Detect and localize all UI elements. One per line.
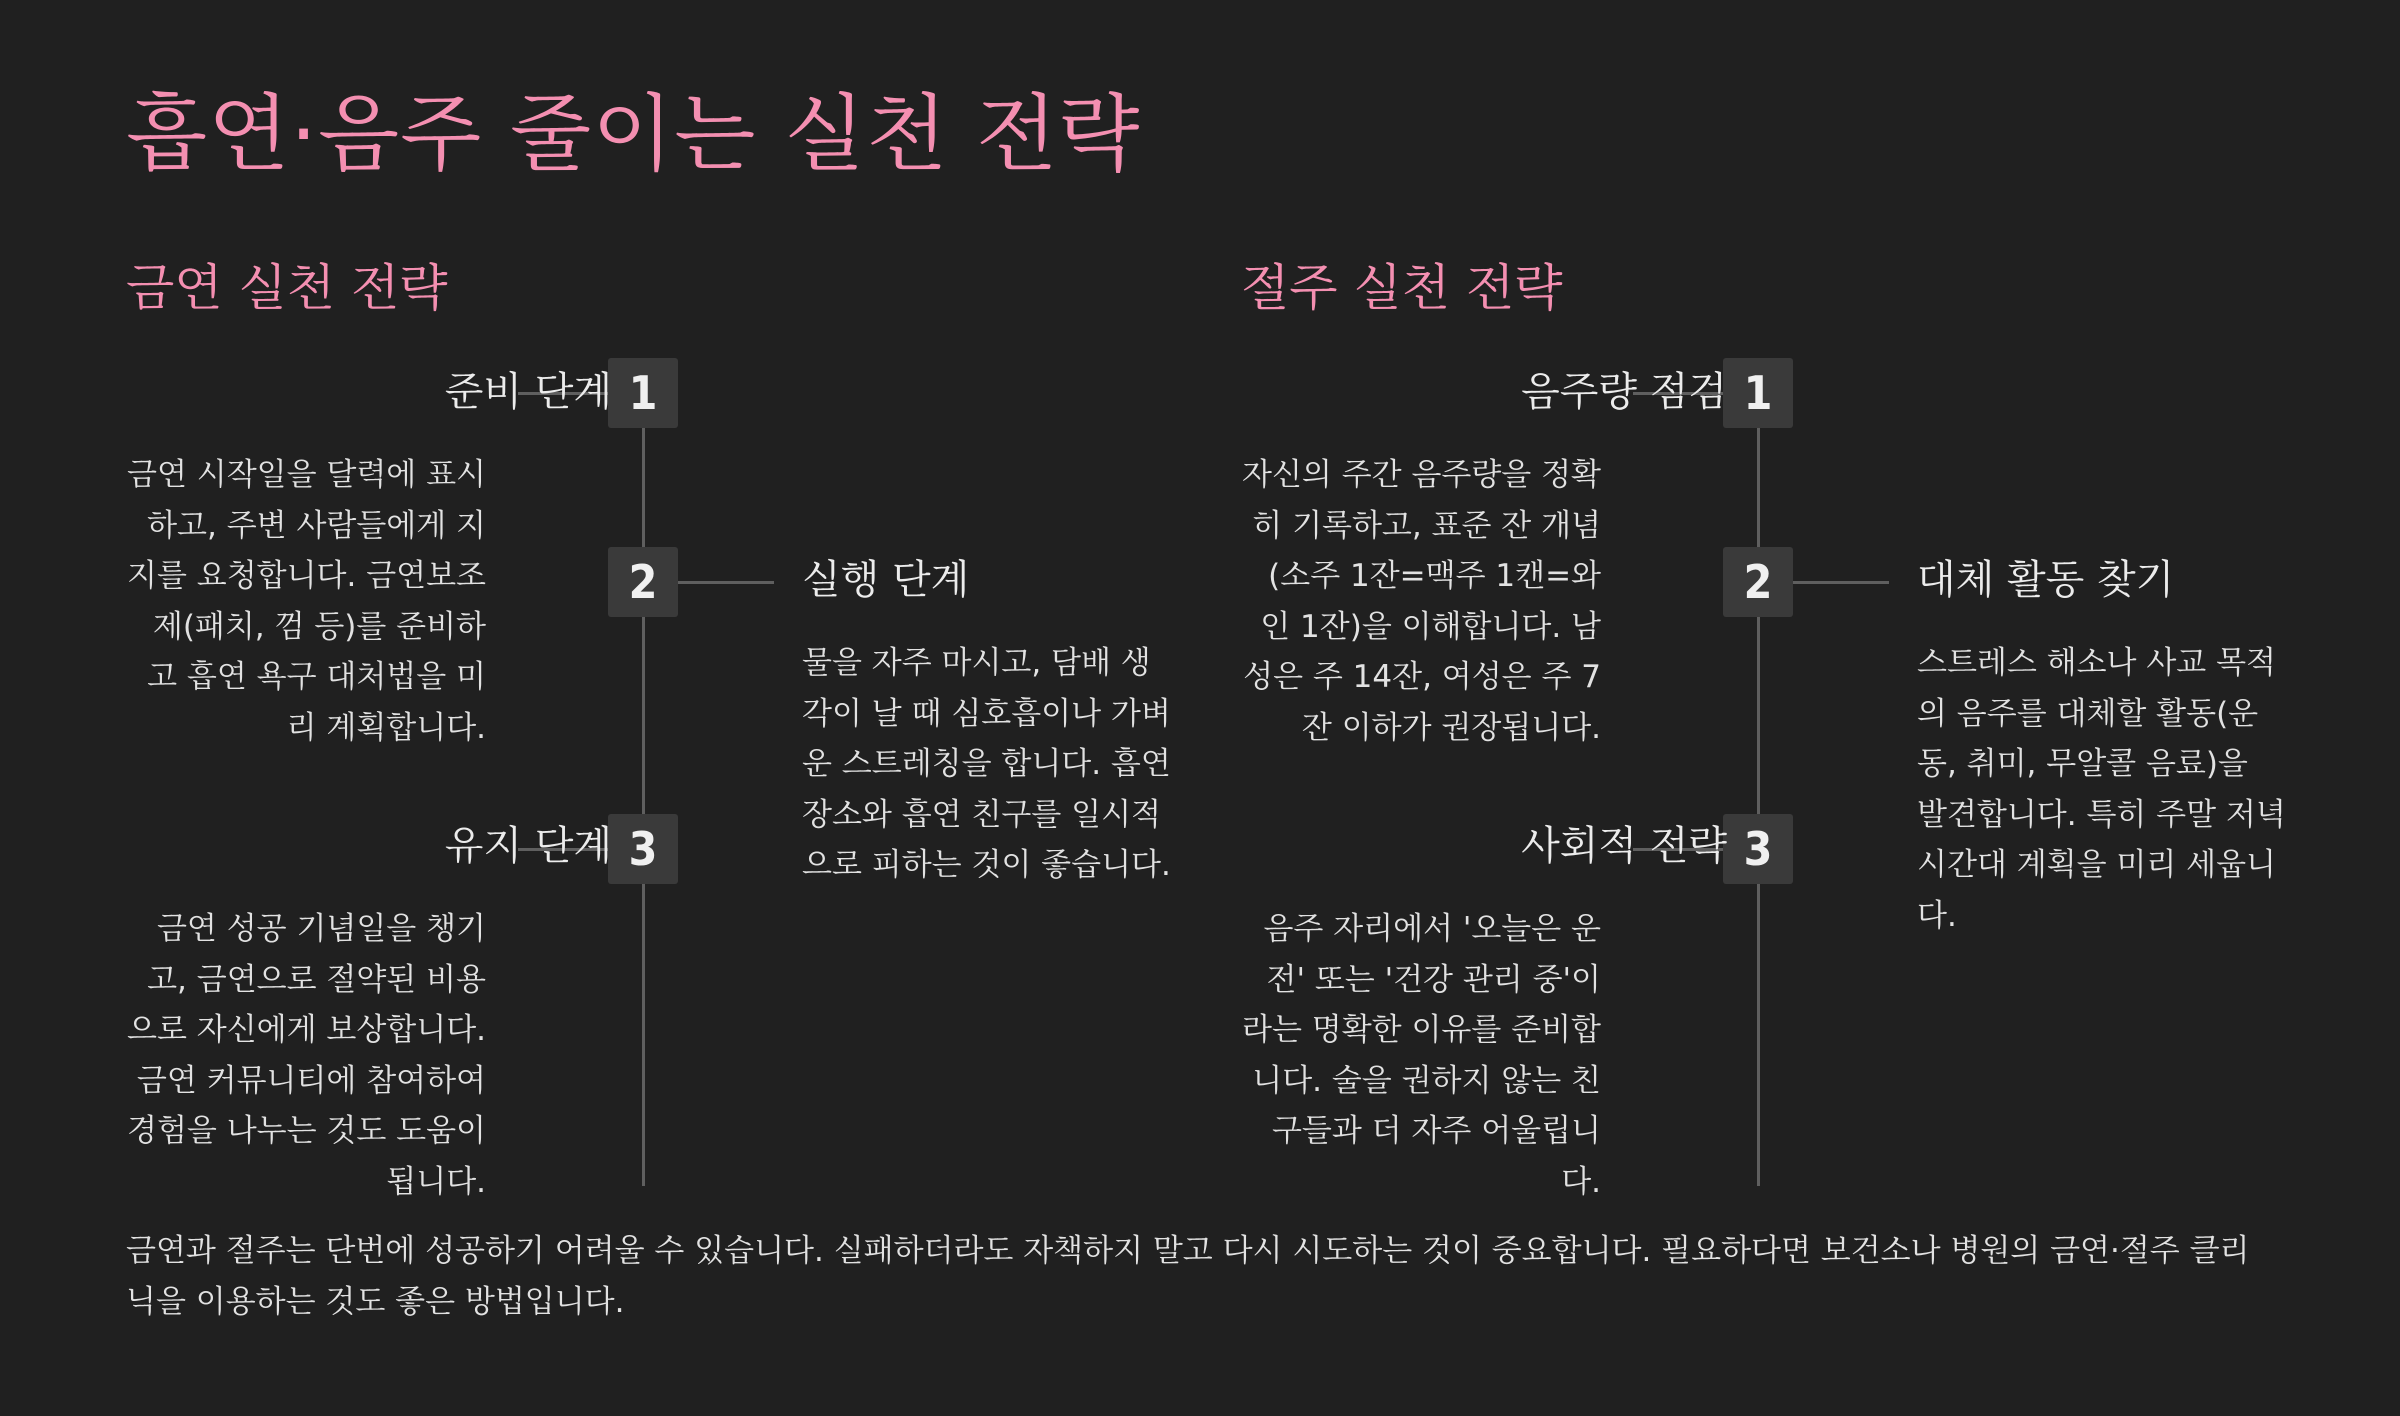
step-title-alternative: 대체 활동 찾기 [1917,557,2175,603]
timeline-line [642,388,645,1186]
step-number-badge: 2 [608,547,678,617]
step-body-prepare: 금연 시작일을 달력에 표시하고, 주변 사람들에게 지지를 요청합니다. 금연보조제(패치, 껌 등)를 준비하고 흡연 욕구 대처법을 미리 계획합니다. [127,457,486,746]
step-number-badge: 3 [1723,814,1793,884]
timeline-smoking [126,358,1216,1200]
connector-line [1793,581,1889,584]
step-number-badge: 1 [608,358,678,428]
step-number-badge: 2 [1723,547,1793,617]
timeline-drinking [1241,358,2331,1200]
timeline-line [1757,388,1760,1186]
step-body-action: 물을 자주 마시고, 담배 생각이 날 때 심호흡이나 가벼운 스트레칭을 합니다. 흡연 장소와 흡연 친구를 일시적으로 피하는 것이 좋습니다. [802,645,1171,883]
step-number-badge: 3 [608,814,678,884]
step-title-social: 사회적 전략 [1521,823,1727,869]
step-body-check-amount: 자신의 주간 음주량을 정확히 기록하고, 표준 잔 개념(소주 1잔=맥주 1캔=와인 1잔)을 이해합니다. 남성은 주 14잔, 여성은 주 7잔 이하가 권장됩니다. [1242,457,1601,746]
step-title-action: 실행 단계 [802,557,970,603]
section-heading-drinking: 절주 실천 전략 [1241,259,1563,317]
step-body-alternative: 스트레스 해소나 사교 목적의 음주를 대체할 활동(운동, 취미, 무알콜 음료)을 발견합니다. 특히 주말 저녁 시간대 계획을 미리 세웁니다. [1917,645,2286,934]
step-title-check-amount: 음주량 점검 [1521,369,1727,415]
section-heading-smoking: 금연 실천 전략 [126,259,448,317]
page-title: 흡연·음주 줄이는 실천 전략 [126,85,1141,183]
step-body-social: 음주 자리에서 '오늘은 운전' 또는 '건강 관리 중'이라는 명확한 이유를 준비합니다. 술을 권하지 않는 친구들과 더 자주 어울립니다. [1242,911,1601,1200]
step-title-prepare: 준비 단계 [444,369,612,415]
step-number-badge: 1 [1723,358,1793,428]
connector-line [678,581,774,584]
step-body-maintain: 금연 성공 기념일을 챙기고, 금연으로 절약된 비용으로 자신에게 보상합니다. 금연 커뮤니티에 참여하여 경험을 나누는 것도 도움이 됩니다. [127,911,486,1200]
footer-note: 금연과 절주는 단번에 성공하기 어려울 수 있습니다. 실패하더라도 자책하지 말고 다시 시도하는 것이 중요합니다. 필요하다면 보건소나 병원의 금연·절주 클리닉을 이용하는 것도 좋은 방법입니다. [126,1233,2250,1320]
step-title-maintain: 유지 단계 [444,823,612,869]
